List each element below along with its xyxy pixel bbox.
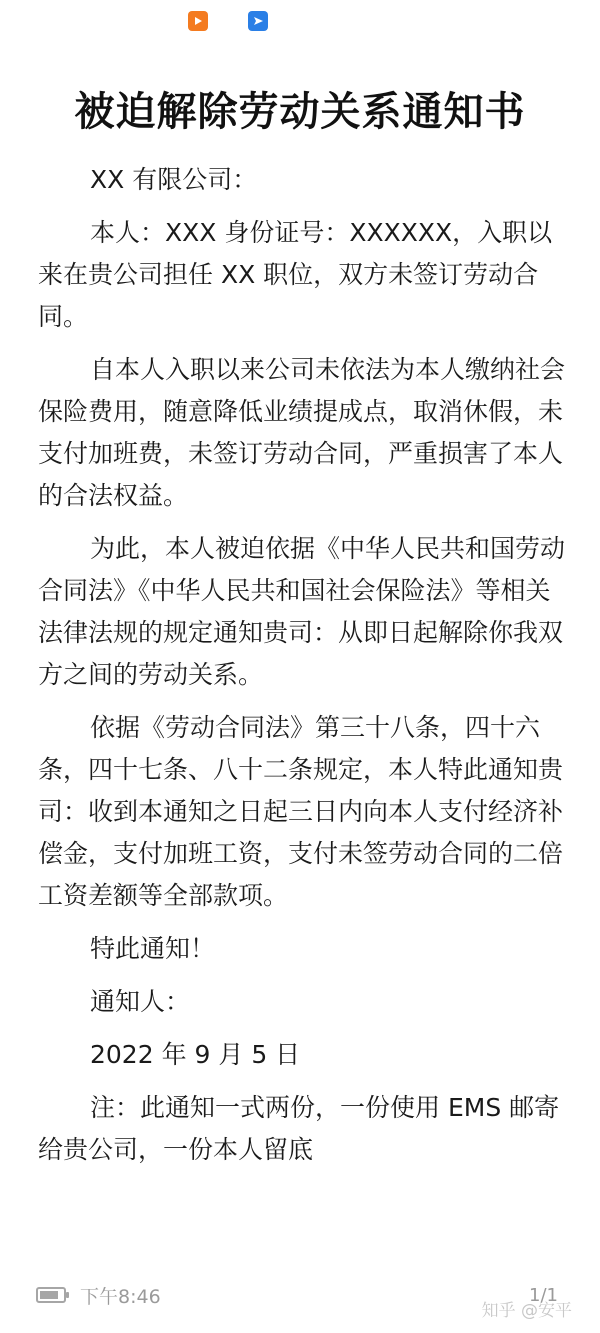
closing: 特此通知！ — [90, 934, 216, 963]
notifier-label: 通知人： — [90, 987, 191, 1016]
page-indicator: 1/1 — [529, 1284, 558, 1306]
battery-icon — [36, 1287, 66, 1303]
date: 2022 年 9 月 5 日 — [90, 1040, 301, 1069]
document-body — [38, 159, 568, 1171]
video-app-icon[interactable] — [188, 11, 208, 31]
paragraph-termination: 为此，本人被迫依据《中华人民共和国劳动合同法》《中华人民共和国社会保险法》等相关法律法规的规定通知贵司：从即日起解除你我双方之间的劳动关系。 — [38, 534, 566, 689]
battery-level — [40, 1291, 58, 1299]
note: 注：此通知一式两份，一份使用 EMS 邮寄给贵公司，一份本人留底 — [38, 1093, 560, 1164]
paragraph-violations: 自本人入职以来公司未依法为本人缴纳社会保险费用，随意降低业绩提成点，取消休假，未支付加班费，未签订劳动合同，严重损害了本人的合法权益。 — [38, 355, 566, 510]
document-title: 被迫解除劳动关系通知书 — [74, 89, 526, 135]
paragraph-compensation: 依据《劳动合同法》第三十八条，四十六条，四十七条、八十二条规定，本人特此通知贵司：收到本通知之日起三日内向本人支付经济补偿金，支付加班工资，支付未签劳动合同的二倍工资差额等全部款项。 — [38, 713, 564, 910]
clock: 下午8:46 — [80, 1285, 161, 1308]
send-app-icon[interactable] — [248, 11, 268, 31]
salutation: XX 有限公司： — [90, 165, 258, 194]
top-icons — [188, 11, 268, 31]
watermark: 知乎 @安平 — [481, 1301, 572, 1321]
paragraph-identity: 本人：XXX 身份证号：XXXXXX，入职以来在贵公司担任 XX 职位，双方未签订劳动合同。 — [38, 218, 553, 331]
